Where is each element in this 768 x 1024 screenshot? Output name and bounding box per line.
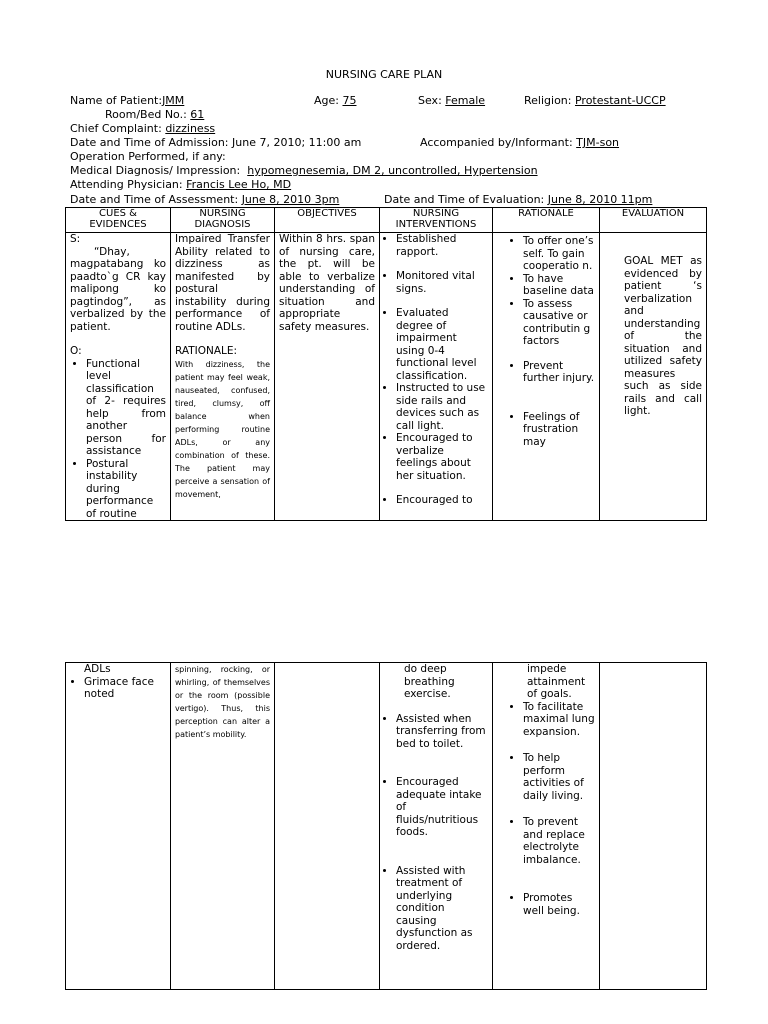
- list-item: • To have baseline data: [523, 273, 595, 298]
- interventions-cell: [380, 233, 493, 521]
- diagnosis-label: Medical Diagnosis/ Impression:: [70, 164, 241, 177]
- evaluation-cell: [600, 233, 707, 521]
- col-header-cues: CUES & EVIDENCES: [66, 208, 171, 233]
- religion-label: Religion:: [524, 94, 572, 107]
- list-item: • Evaluated degree of impairment using 0-4 functional level classification.: [396, 307, 488, 382]
- rationale-list: [497, 701, 595, 918]
- rationale-continued-text: impede attainment of goals.: [527, 663, 586, 700]
- list-item: • To prevent and replace electrolyte imbalance.: [523, 816, 595, 866]
- room-label: Room/Bed No.:: [105, 108, 187, 121]
- sex-field: [418, 94, 485, 107]
- cues-continued-text: ADLs: [84, 663, 111, 675]
- table-header-row: [66, 208, 707, 233]
- objective-list: [70, 358, 166, 521]
- table-body-row: [66, 233, 707, 521]
- evaluation-date-value: June 8, 2010 11pm: [547, 193, 653, 206]
- physician-label: Attending Physician:: [70, 178, 183, 191]
- list-item: • Instructed to use side rails and devices such as call light.: [396, 382, 488, 432]
- assessment-label: Date and Time of Assessment:: [70, 193, 239, 206]
- assessment-value: June 8, 2010 3pm: [241, 193, 340, 206]
- list-item: • To assess causative or contributin g factors: [523, 298, 595, 348]
- complaint-field: [70, 122, 215, 135]
- name-value: JMM: [162, 94, 185, 107]
- list-item: • Functional level classification of 2- requires help from another person for assistance: [86, 358, 166, 458]
- table-body-row: [66, 663, 707, 990]
- age-label: Age:: [314, 94, 339, 107]
- col-header-evaluation: EVALUATION: [600, 208, 707, 233]
- objectives-text: Within 8 hrs. span of nursing care, the pt. will be able to verbalize understanding of situation and appropriate safety measures.: [279, 233, 375, 333]
- complaint-value: dizziness: [165, 122, 216, 135]
- interventions-list: [384, 233, 488, 507]
- informant-value: TJM-son: [576, 136, 620, 149]
- sex-label: Sex:: [418, 94, 442, 107]
- list-item: • To help perform activities of daily living.: [523, 752, 595, 802]
- col-header-rationale: RATIONALE: [493, 208, 600, 233]
- name-label: Name of Patient:: [70, 94, 163, 107]
- complaint-label: Chief Complaint:: [70, 122, 162, 135]
- evaluation-cell-continued: [600, 663, 707, 990]
- evaluation-date-label: Date and Time of Evaluation:: [384, 193, 545, 206]
- care-plan-table-page2: [65, 662, 707, 990]
- interventions-cell-continued: [380, 663, 493, 990]
- admission-field: Date and Time of Admission: June 7, 2010; 11:00 am: [70, 136, 362, 149]
- objectives-cell: [275, 233, 380, 521]
- list-item: • Encouraged to: [396, 494, 488, 507]
- religion-value: Protestant-UCCP: [574, 94, 666, 107]
- list-item: • Assisted with treatment of underlying condition causing dysfunction as ordered.: [396, 865, 488, 953]
- list-item: • Promotes well being.: [523, 892, 595, 917]
- objective-label: O:: [70, 345, 82, 357]
- list-item: • Monitored vital signs.: [396, 270, 488, 295]
- list-item: • Encouraged adequate intake of fluids/nutritious foods.: [396, 776, 488, 839]
- list-item: • Feelings of frustration may: [523, 411, 595, 449]
- rationale-cell: [493, 233, 600, 521]
- list-item: • Prevent further injury.: [523, 360, 595, 385]
- objectives-cell-continued: [275, 663, 380, 990]
- diagnosis-cell-continued: [171, 663, 275, 990]
- diagnosis-cell: [171, 233, 275, 521]
- subjective-label: S:: [70, 233, 81, 245]
- rationale-cell-continued: [493, 663, 600, 990]
- list-item: • Postural instability during performance of routine: [86, 458, 166, 521]
- col-header-interventions: NURSING INTERVENTIONS: [380, 208, 493, 233]
- cues-cell: [66, 233, 171, 521]
- diagnosis-rationale-text: With dizziness, the patient may feel weak, nauseated, confused, tired, clumsy, off balance when performing routine ADLs, or any combination of these. The patient may perceive a sensation of movement,: [175, 359, 270, 499]
- physician-field: [70, 178, 291, 191]
- diagnosis-continued-text: spinning, rocking, or whirling, of themselves or the room (possible vertigo). Thus, this perception can alter a patient’s mobility.: [175, 665, 270, 739]
- informant-field: [420, 136, 619, 149]
- rationale-label: RATIONALE:: [175, 345, 238, 357]
- room-value: 61: [190, 108, 205, 121]
- age-field: [314, 94, 356, 107]
- list-item: • To offer one’s self. To gain cooperatio n.: [523, 235, 595, 273]
- diagnosis-text: Impaired Transfer Ability related to dizziness as manifested by postural instability during performance of routine ADLs.: [175, 233, 270, 333]
- care-plan-table-page1: [65, 207, 707, 521]
- col-header-diagnosis: NURSING DIAGNOSIS: [171, 208, 275, 233]
- physician-value: Francis Lee Ho, MD: [186, 178, 292, 191]
- religion-field: [524, 94, 666, 107]
- list-item: • Encouraged to verbalize feelings about her situation.: [396, 432, 488, 482]
- assessment-field: [70, 193, 339, 206]
- evaluation-date-field: [384, 193, 652, 206]
- informant-label: Accompanied by/Informant:: [420, 136, 573, 149]
- interventions-continued-text: do deep breathing exercise.: [404, 663, 455, 700]
- interventions-list: [384, 713, 488, 953]
- evaluation-text: GOAL MET as evidenced by patient ‘s verbalization and understanding of the situation and utilized safety measures such as side rails and call light.: [624, 255, 702, 417]
- room-field: [105, 108, 204, 121]
- list-item: • To facilitate maximal lung expansion.: [523, 701, 595, 739]
- subjective-text: “Dhay, magpatabang ko paadto`g CR kay malipong ko pagtindog”, as verbalized by the patient.: [70, 245, 166, 333]
- col-header-objectives: OBJECTIVES: [275, 208, 380, 233]
- list-item: • Assisted when transferring from bed to toilet.: [396, 713, 488, 751]
- cues-cell-continued: [66, 663, 171, 990]
- age-value: 75: [342, 94, 357, 107]
- operation-field: Operation Performed, if any:: [70, 150, 226, 163]
- sex-value: Female: [445, 94, 486, 107]
- diagnosis-field: [70, 164, 538, 177]
- diagnosis-value: hypomegnesemia, DM 2, uncontrolled, Hypertension: [247, 164, 538, 177]
- list-item: • Established rapport.: [396, 233, 488, 258]
- cues-continued-list: [72, 676, 166, 701]
- list-item: • Grimace face noted: [84, 676, 166, 701]
- rationale-list: [497, 235, 595, 448]
- document-title: NURSING CARE PLAN: [325, 68, 443, 81]
- patient-name-line: [70, 94, 282, 107]
